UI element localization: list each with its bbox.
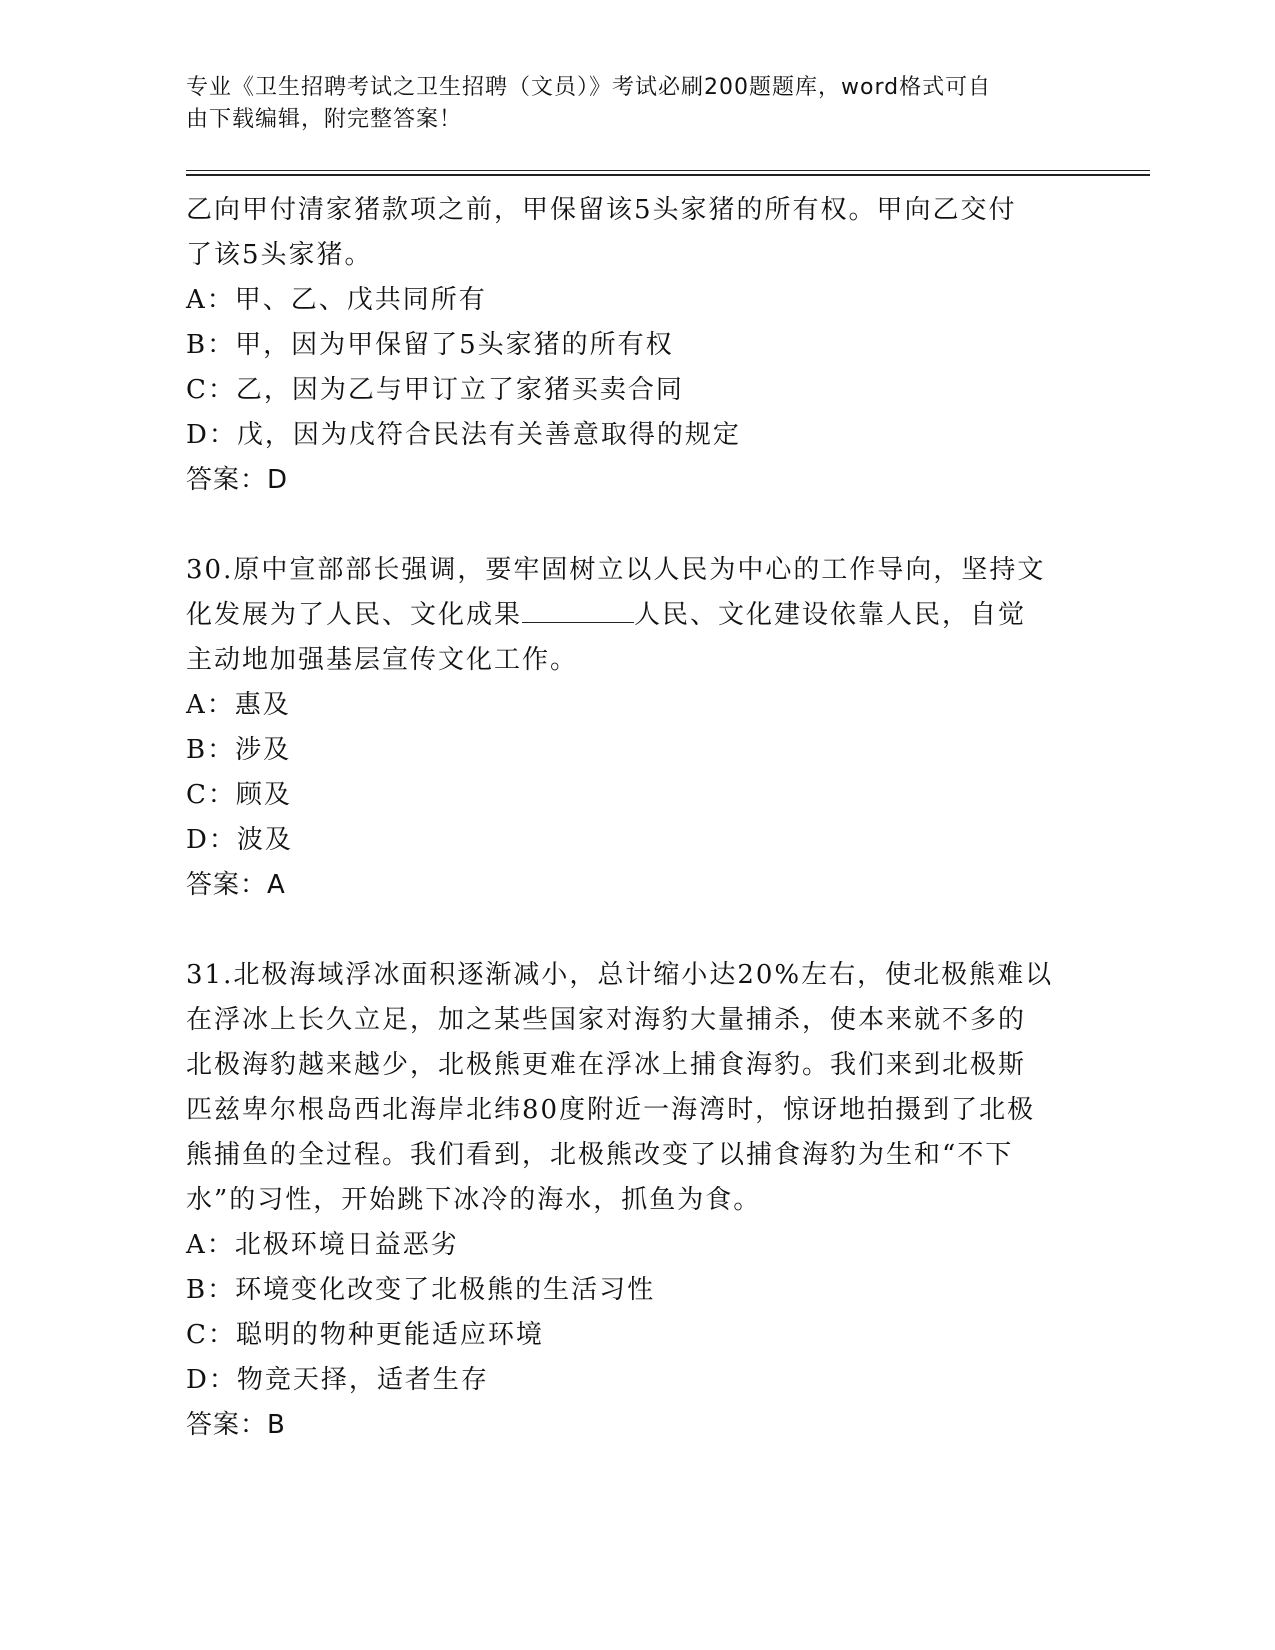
header-divider-thin [186,170,1150,171]
question-31-option-a: A：北极环境日益恶劣 [186,1230,459,1260]
question-spacer [186,503,1076,548]
question-30-text-line-2 [186,593,1076,638]
question-31-answer: 答案：B [186,1410,286,1440]
document-header [186,72,1066,136]
question-30-text-line-2-end: 人民、文化建设依靠人民，自觉 [634,600,1027,630]
question-31-text-line-6: 水”的习性，开始跳下冰冷的海水，抓鱼为食。 [186,1185,762,1215]
question-31-text-line-3: 北极海豹越来越少，北极熊更难在浮冰上捕食海豹。我们来到北极斯 [186,1050,1027,1080]
question-30-option-d: D：波及 [186,825,293,855]
header-line-1: 专业《卫生招聘考试之卫生招聘（文员）》考试必刷200题题库，word格式可自 [186,75,992,100]
question-31 [186,953,1076,1448]
question-31-option-b: B：环境变化改变了北极熊的生活习性 [186,1275,656,1305]
question-29-option-a: A：甲、乙、戊共同所有 [186,285,487,315]
question-30-text-line-3: 主动地加强基层宣传文化工作。 [186,645,579,675]
fill-in-blank [522,596,634,623]
question-31-text-line-5: 熊捕鱼的全过程。我们看到，北极熊改变了以捕食海豹为生和“不下 [186,1140,1014,1170]
question-30-option-c: C：顾及 [186,780,292,810]
question-31-text-line-2: 在浮冰上长久立足，加之某些国家对海豹大量捕杀，使本来就不多的 [186,1005,1027,1035]
question-31-text-line-4: 匹兹卑尔根岛西北海岸北纬80度附近一海湾时，惊讶地拍摄到了北极 [186,1095,1036,1125]
question-30 [186,548,1076,908]
document-body [186,188,1076,1448]
question-30-text-line-2-start: 化发展为了人民、文化成果 [186,600,523,630]
question-30-option-b: B：涉及 [186,735,292,765]
question-29-option-c: C：乙，因为乙与甲订立了家猪买卖合同 [186,375,684,405]
question-30-text-line-1: 30.原中宣部部长强调，要牢固树立以人民为中心的工作导向，坚持文 [186,555,1046,585]
question-29-text-line-2: 了该5头家猪。 [186,240,373,270]
header-line-2: 由下载编辑，附完整答案！ [186,107,463,132]
question-31-option-d: D：物竞天择，适者生存 [186,1365,489,1395]
question-29-option-b: B：甲，因为甲保留了5头家猪的所有权 [186,330,674,360]
question-spacer [186,908,1076,953]
question-29-answer: 答案：D [186,465,289,495]
question-31-text-line-1: 31.北极海域浮冰面积逐渐减小，总计缩小达20%左右，使北极熊难以 [186,960,1054,990]
question-30-answer: 答案：A [186,870,286,900]
question-29 [186,188,1076,503]
header-divider-thick [186,174,1150,176]
question-29-text-line-1: 乙向甲付清家猪款项之前，甲保留该5头家猪的所有权。甲向乙交付 [186,195,1017,225]
question-29-option-d: D：戊，因为戊符合民法有关善意取得的规定 [186,420,741,450]
question-30-option-a: A：惠及 [186,690,291,720]
question-31-option-c: C：聪明的物种更能适应环境 [186,1320,544,1350]
